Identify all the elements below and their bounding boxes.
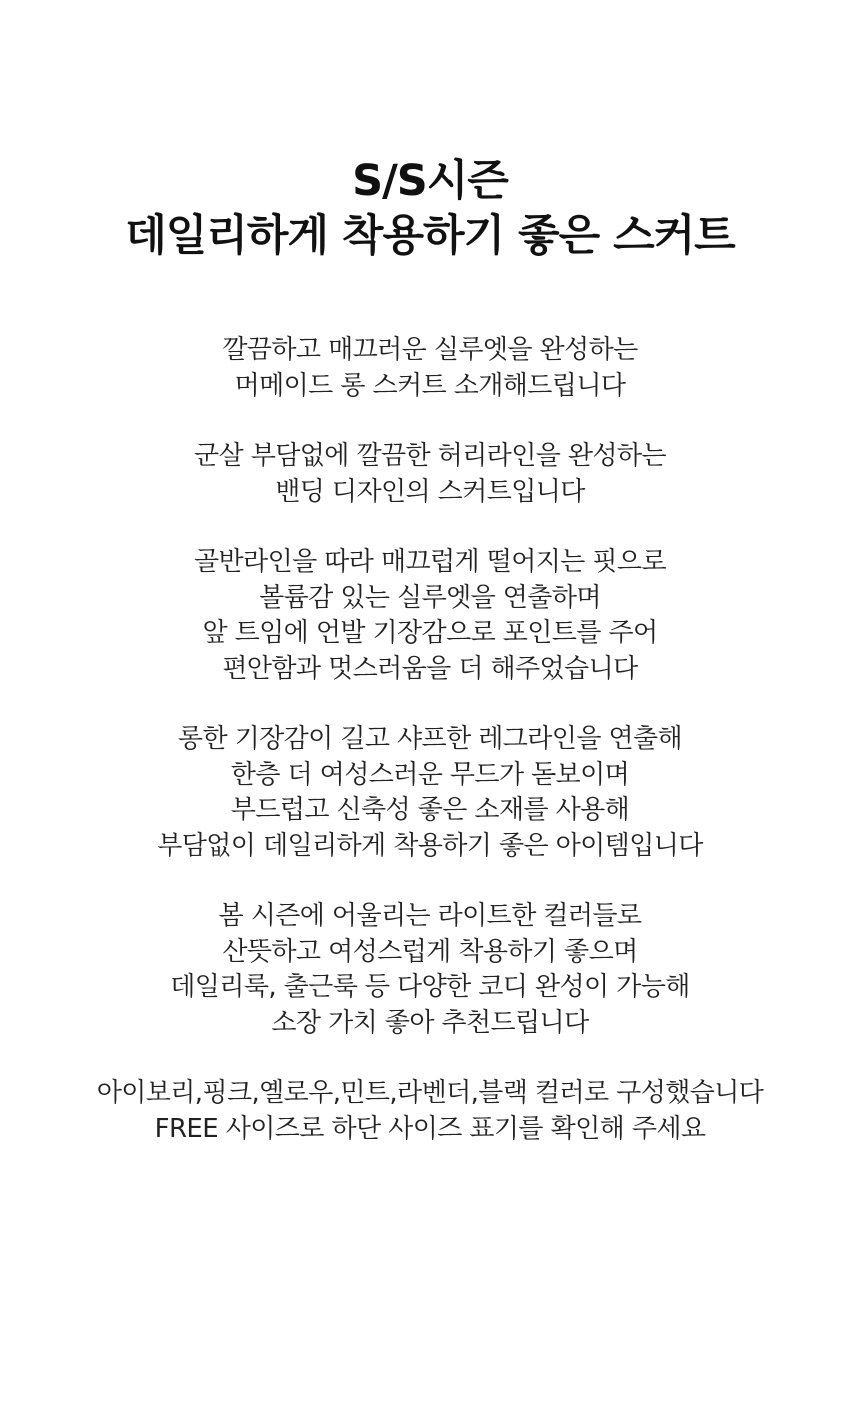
paragraph-line: 봄 시즌에 어울리는 라이트한 컬러들로 — [218, 901, 642, 931]
paragraph-line: FREE 사이즈로 하단 사이즈 표기를 확인해 주세요 — [154, 1113, 706, 1144]
headline-title: 데일리하게 착용하기 좋은 스커트 — [125, 211, 735, 261]
paragraph-line: 밴딩 디자인의 스커트입니다 — [275, 476, 585, 507]
paragraph-line: 아이보리,핑크,옐로우,민트,라벤더,블랙 컬러로 구성했습니다 — [96, 1078, 764, 1108]
paragraph-fit — [0, 545, 860, 687]
headline-season: S/S시즌 — [352, 156, 508, 206]
paragraph-length — [0, 722, 860, 864]
paragraph-line: 볼륨감 있는 실루엣을 연출하며 — [259, 582, 601, 613]
paragraph-line: 한층 더 여성스러운 무드가 돋보이며 — [230, 759, 630, 790]
paragraph-line: 편안함과 멋스러움을 더 해주었습니다 — [222, 653, 638, 684]
headline — [0, 154, 860, 264]
paragraph-line: 골반라인을 따라 매끄럽게 떨어지는 핏으로 — [194, 547, 666, 577]
paragraph-line: 부드럽고 신축성 좋은 소재를 사용해 — [230, 795, 630, 825]
paragraph-line: 부담없이 데일리하게 착용하기 좋은 아이템입니다 — [157, 830, 703, 861]
description-body — [0, 333, 860, 1182]
paragraph-line: 롱한 기장감이 길고 샤프한 레그라인을 연출해 — [177, 724, 683, 754]
paragraph-line: 소장 가치 좋아 추천드립니다 — [271, 1007, 589, 1038]
paragraph-line: 앞 트임에 언발 기장감으로 포인트를 주어 — [202, 618, 658, 648]
paragraph-waist — [0, 439, 860, 510]
paragraph-line: 깔끔하고 매끄러운 실루엣을 완성하는 — [222, 335, 638, 365]
paragraph-options — [0, 1076, 860, 1147]
paragraph-colors-season — [0, 899, 860, 1041]
paragraph-line: 데일리룩, 출근룩 등 다양한 코디 완성이 가능해 — [170, 972, 690, 1002]
paragraph-line: 산뜻하고 여성스럽게 착용하기 좋으며 — [222, 936, 638, 967]
paragraph-intro — [0, 333, 860, 404]
paragraph-line: 머메이드 롱 스커트 소개해드립니다 — [234, 370, 626, 401]
paragraph-line: 군살 부담없에 깔끔한 허리라인을 완성하는 — [194, 441, 666, 471]
